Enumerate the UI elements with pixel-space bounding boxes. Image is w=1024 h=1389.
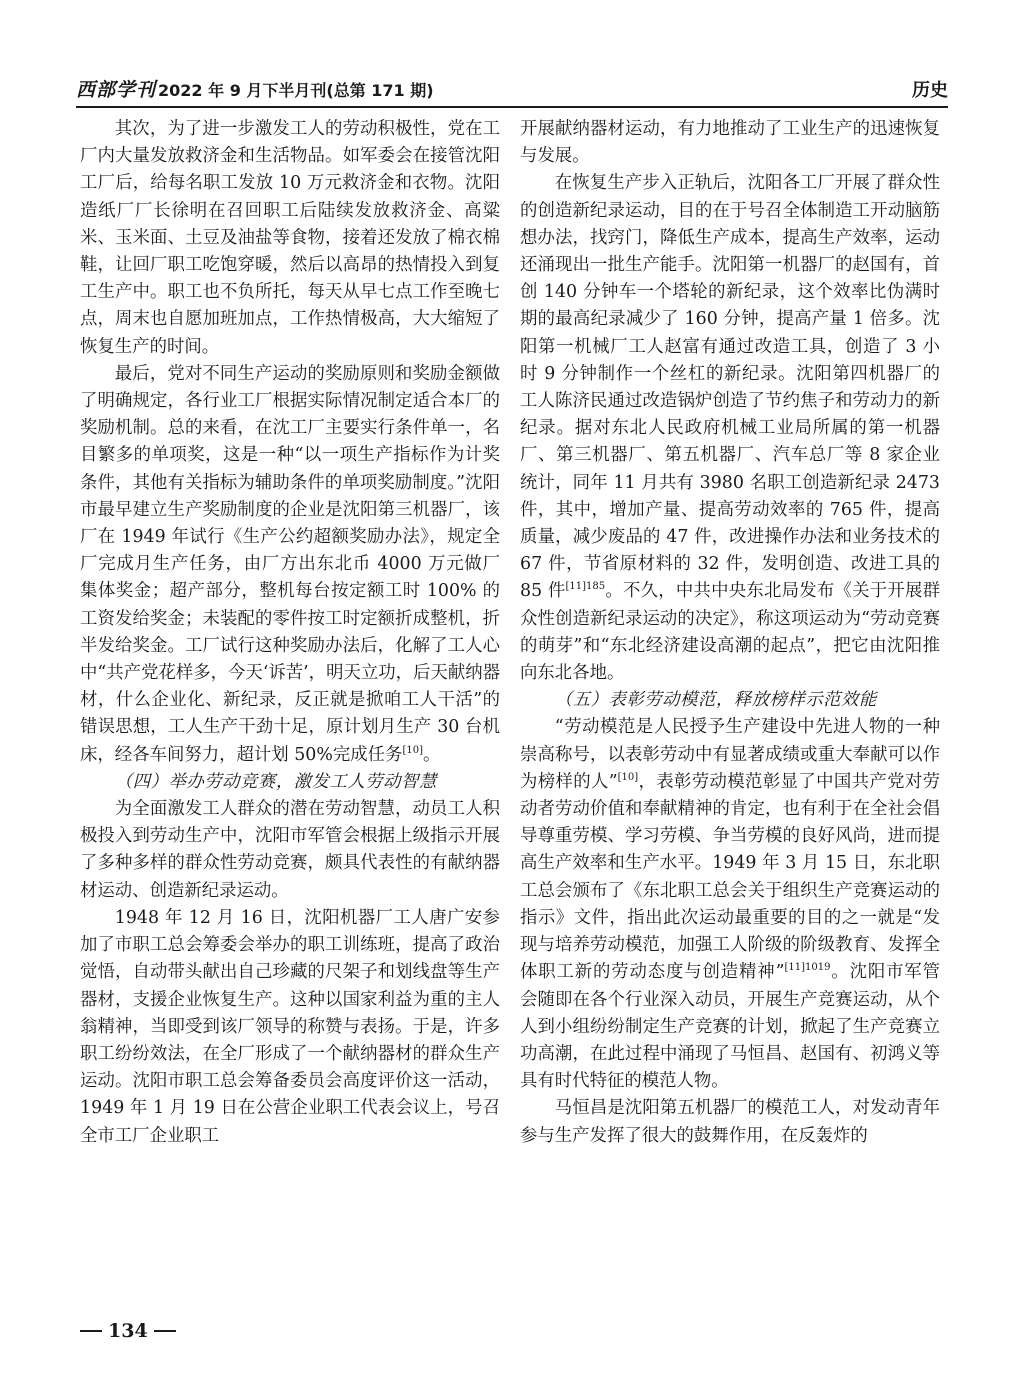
left-column: [80, 116, 500, 1150]
paragraph-text: “劳动模范是人民授予生产建设中先进人物的一种崇高称号，以表彰劳动中有显著成绩或重大奉献可以作为榜样的人”: [520, 717, 940, 792]
paragraph-text: 。: [422, 744, 441, 765]
citation: [10]: [402, 744, 423, 756]
paragraph: 1948 年 12 月 16 日，沈阳机器厂工人唐广安参加了市职工总会筹委会举办的职工训练班，提高了政治觉悟，自动带头献出自己珍藏的尺架子和划线盘等生产器材，支援企业恢复生产。这种以国家利益为重的主人翁精神，当即受到该厂领导的称赞与表扬。于是，许多职工纷纷效法，在全厂形成了一个献纳器材的群众生产运动。沈阳市职工总会筹备委员会高度评价这一活动，1949 年 1 月 19 日在公营企业职工代表会议上，号召全市工厂企业职工: [80, 907, 500, 1146]
paragraph: 马恒昌是沈阳第五机器厂的模范工人，对发动青年参与生产发挥了很大的鼓舞作用，在反轰炸的: [520, 1098, 940, 1146]
journal-logo: 西部学刊: [76, 79, 157, 101]
section-subheading: （四）举办劳动竞赛，激发工人劳动智慧: [114, 771, 437, 792]
issue-info: 2022 年 9 月下半月刊(总第 171 期): [158, 81, 434, 100]
paragraph: [80, 361, 500, 769]
right-column: [520, 116, 940, 1150]
paragraph: 其次，为了进一步激发工人的劳动积极性，党在工厂内大量发放救济金和生活物品。如军委会在接管沈阳工厂后，给每名职工发放 10 万元救济金和衣物。沈阳造纸厂厂长徐明在召回职工后陆续发放救济金、高粱米、玉米面、土豆及油盐等食物，接着还发放了棉衣棉鞋，让回厂职工吃饱穿暖，然后以高昂的热情投入到复工生产中。职工也不负所托，每天从早七点工作至晚七点，周末也自愿加班加点，工作热情极高，大大缩短了恢复生产的时间。: [80, 119, 500, 357]
section-title: 历史: [912, 80, 948, 101]
section-subheading: （五）表彰劳动模范，释放榜样示范效能: [554, 690, 877, 711]
paragraph-text: ，表彰劳动模范彰显了中国共产党对劳动者劳动价值和奉献精神的肯定，也有利于在全社会倡导尊重劳模、学习劳模、争当劳模的良好风尚，进而提高生产效率和生产水平。1949 年 3 月 15 日，东北职工总会颁布了《东北职工总会关于组织生产竞赛运动的指示》文件，指出此次运动最重要的目的之一就是“发现与培养劳动模范，加强工人阶级的阶级教育、发挥全体职工新的劳动态度与创造精神”: [520, 771, 940, 983]
citation: [11]1019: [784, 962, 831, 974]
footer-dash: [154, 1330, 176, 1332]
paragraph: 为全面激发工人群众的潜在劳动智慧，动员工人积极投入到劳动生产中，沈阳市军管会根据上级指示开展了多种多样的群众性劳动竞赛，颇具代表性的有献纳器材运动、创造新纪录运动。: [80, 799, 500, 901]
page-header: [76, 68, 948, 108]
paragraph-text: 在恢复生产步入正轨后，沈阳各工厂开展了群众性的创造新纪录运动，目的在于号召全体制造工开动脑筋想办法，找窍门，降低生产成本，提高生产效率，运动还涌现出一批生产能手。沈阳第一机器厂的赵国有，首创 140 分钟车一个塔轮的新纪录，这个效率比伪满时期的最高纪录减少了 160 分钟，提高产量 1 倍多。沈阳第一机械厂工人赵富有通过改造工具，创造了 3 小时 9 分钟制作一个丝杠的新纪录。沈阳第四机器厂的工人陈济民通过改造锅炉创造了节约焦子和劳动力的新纪录。据对东北人民政府机械工业局所属的第一机器厂、第三机器厂、第五机器厂、汽车总厂等 8 家企业统计，同年 11 月共有 3980 名职工创造新纪录 2473 件，其中，增加产量、提高劳动效率的 765 件，提高质量，减少废品的 47 件，改进操作办法和业务技术的 67 件，节省原材料的 32 件，发明创造、改进工具的 85 件: [520, 173, 940, 602]
citation: [10]: [617, 772, 639, 784]
paragraph: [520, 170, 940, 687]
paragraph: 开展献纳器材运动，有力地推动了工业生产的迅速恢复与发展。: [520, 119, 940, 167]
footer-dash: [80, 1330, 102, 1332]
page-footer: [80, 1320, 176, 1342]
paragraph-text: 。不久，中共中央东北局发布《关于开展群众性创造新纪录运动的决定》，称这项运动为“劳动竞赛的萌芽”和“东北经济建设高潮的起点”，把它由沈阳推向东北各地。: [520, 581, 940, 684]
page-number: 134: [108, 1320, 148, 1342]
paragraph-text: 最后，党对不同生产运动的奖励原则和奖励金额做了明确规定，各行业工厂根据实际情况制定适合本厂的奖励机制。总的来看，在沈工厂主要实行条件单一，名目繁多的单项奖，这是一种“以一项生产指标作为计奖条件，其他有关指标为辅助条件的单项奖励制度。”沈阳市最早建立生产奖励制度的企业是沈阳第三机器厂，该厂在 1949 年试行《生产公约超额奖励办法》，规定全厂完成月生产任务，由厂方出东北币 4000 万元做厂集体奖金；超产部分，整机每台按定额工时 100% 的工资发给奖金；未装配的零件按工时定额折成整机，折半发给奖金。工厂试行这种奖励办法后，化解了工人心中“共产党花样多，今天‘诉苦’，明天立功，后天献纳器材，什么企业化、新纪录，反正就是掀咱工人干活”的错误思想，工人生产干劲十足，原计划月生产 30 台机床，经各车间努力，超计划 50%完成任务: [80, 363, 500, 765]
paragraph-text: 。沈阳市军管会随即在各个行业深入动员，开展生产竞赛运动，从个人到小组纷纷制定生产竞赛的计划，掀起了生产竞赛立功高潮，在此过程中涌现了马恒昌、赵国有、初鸿义等具有时代特征的模范人物。: [520, 962, 940, 1092]
paragraph: [520, 714, 940, 1095]
citation: [11]185: [565, 581, 606, 593]
header-left: [76, 75, 434, 102]
